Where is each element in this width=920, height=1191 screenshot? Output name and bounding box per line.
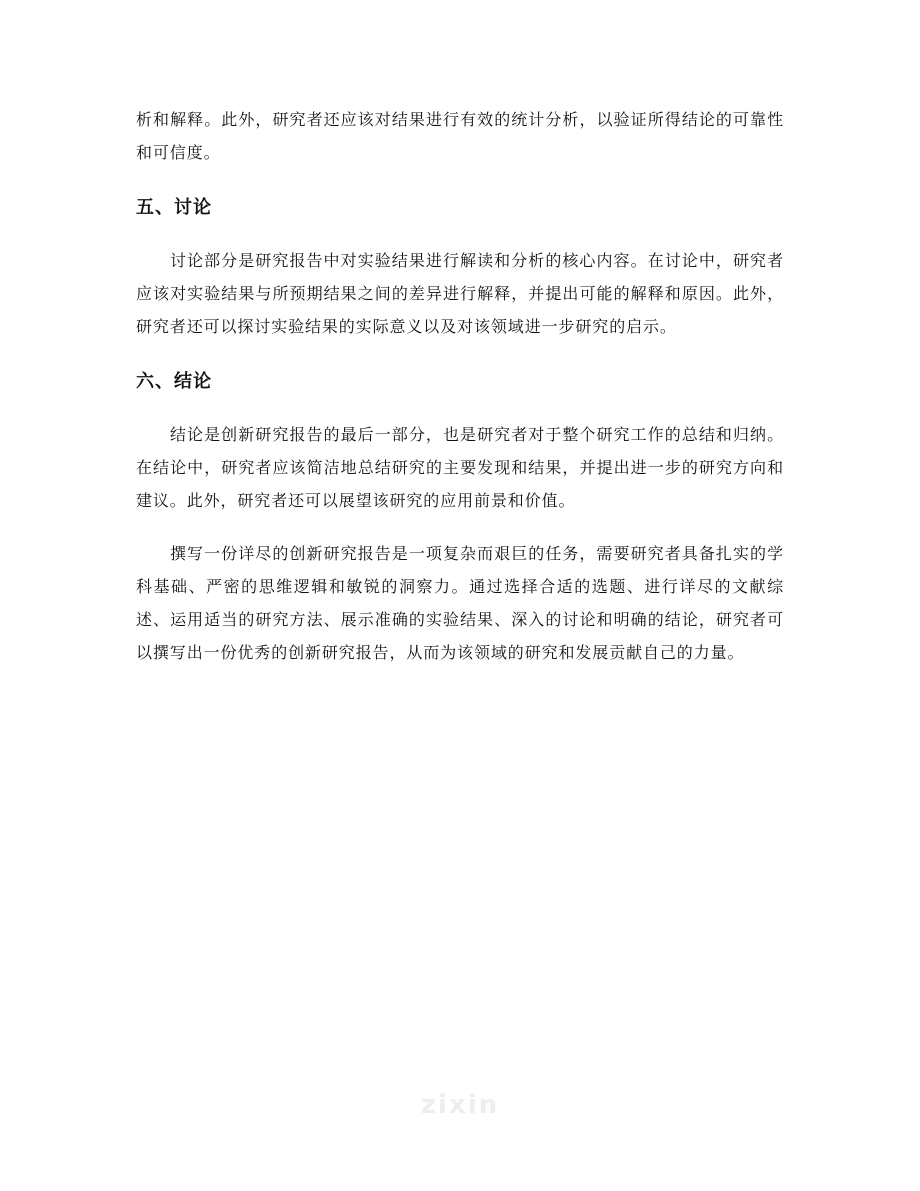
closing-paragraph: 撰写一份详尽的创新研究报告是一项复杂而艰巨的任务，需要研究者具备扎实的学科基础、严密的思维逻辑和敏锐的洞察力。通过选择合适的选题、进行详尽的文献综述、运用适当的研究方法、展示准确的实验结果、深入的讨论和明确的结论，研究者可以撰写出一份优秀的创新研究报告，从而为该领域的研究和发展贡献自己的力量。 (136, 544, 784, 662)
conclusion-paragraph: 结论是创新研究报告的最后一部分，也是研究者对于整个研究工作的总结和归纳。在结论中，研究者应该简洁地总结研究的主要发现和结果，并提出进一步的研究方向和建议。此外，研究者还可以展望该研究的应用前景和价值。 (136, 425, 784, 510)
discussion-paragraph: 讨论部分是研究报告中对实验结果进行解读和分析的核心内容。在讨论中，研究者应该对实验结果与所预期结果之间的差异进行解释，并提出可能的解释和原因。此外，研究者还可以探讨实验结果的实际意义以及对该领域进一步研究的启示。 (136, 251, 784, 336)
watermark-text: zixin (420, 1090, 500, 1120)
section-heading-discussion: 五、讨论 (136, 197, 212, 218)
document-body (136, 103, 784, 669)
continuation-paragraph: 析和解释。此外，研究者还应该对结果进行有效的统计分析，以验证所得结论的可靠性和可信度。 (136, 110, 784, 162)
section-heading-conclusion: 六、结论 (136, 371, 212, 392)
